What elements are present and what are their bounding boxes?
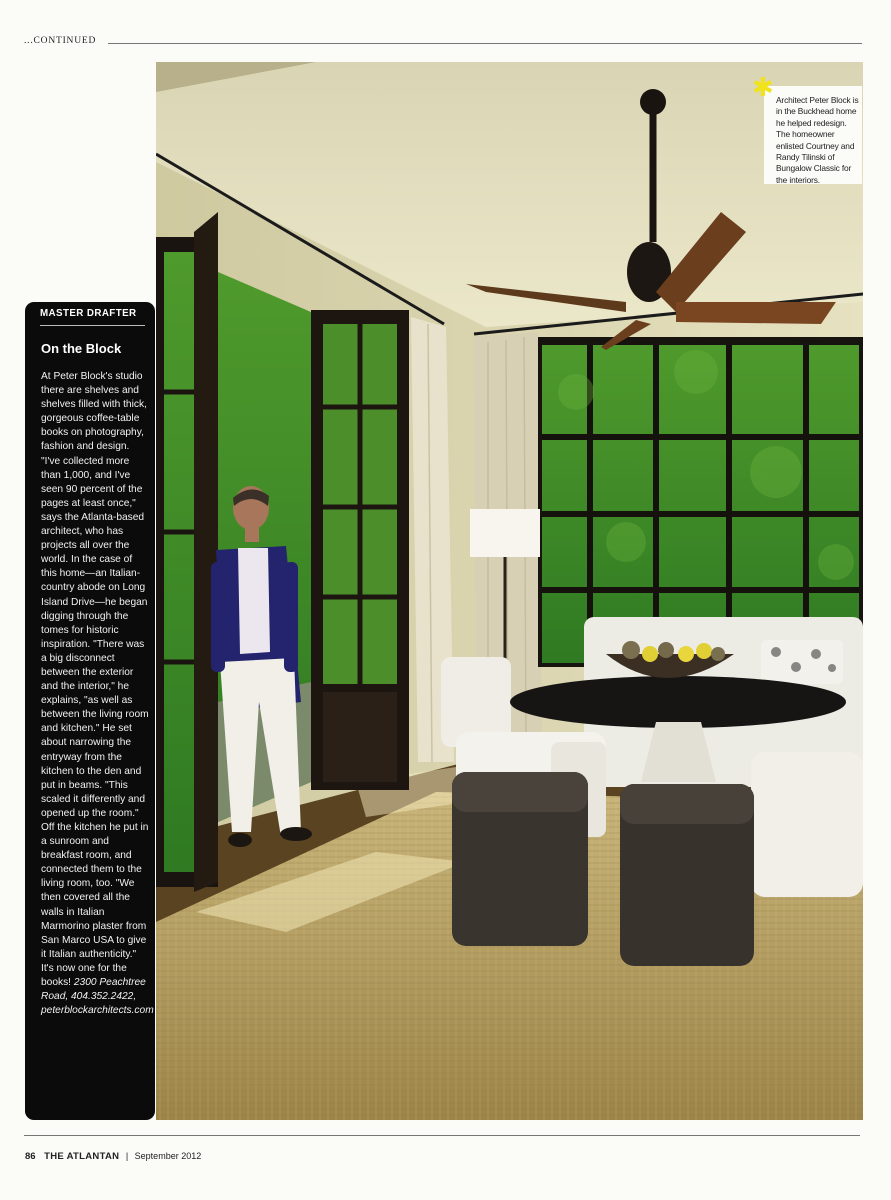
page-number: 86 — [25, 1151, 36, 1162]
magazine-name: THE ATLANTAN — [44, 1151, 120, 1162]
footer-separator: | — [125, 1151, 129, 1161]
sidebar-box — [25, 302, 155, 1120]
sidebar-body — [41, 370, 154, 1018]
continued-header — [24, 36, 862, 50]
page-footer — [25, 1151, 201, 1162]
asterisk-star-icon: ✱ — [752, 72, 774, 102]
interior-photo — [156, 62, 863, 1120]
photo-caption: Architect Peter Block is in the Buckhead home he helped redesign. The homeowner enlisted Courtney and Randy Tilinski of Bungalow Classic for the interiors. — [776, 95, 859, 185]
sidebar-headline: On the Block — [41, 341, 122, 356]
header-rule — [108, 43, 862, 44]
continued-label: ...CONTINUED — [24, 36, 97, 46]
sidebar-kicker: MASTER DRAFTER — [40, 308, 145, 326]
sidebar-body-text: At Peter Block's studio there are shelves and shelves filled with thick, gorgeous coffee-table books on photography, fashion and design. "I've collected more than 1,000, and I've seen 90 percent of the pages at least once," says the Atlanta-based architect, who has projects all over the world. In the case of this home—an Italian-country abode on Long Island Drive—he began digging through the tomes for historic inspiration. "There was a big disconnect between the exterior and the interior," he explains, "as well as between the living room and kitchen." He set about narrowing the entryway from the kitchen to the den and put in beams. "This scaled it differently and opened up the room." Off the kitchen he put in a sunroom and breakfast room, and connected them to the living room, too. "We then covered all the walls in Italian Marmorino plaster from San Marco USA to give it Italian authenticity." It's now one for the books! — [41, 371, 149, 989]
footer-rule — [24, 1135, 860, 1136]
photo-caption-box — [752, 72, 862, 185]
issue-date: September 2012 — [134, 1151, 202, 1161]
sidebar-contact: 2300 Peachtree Road, 404.352.2422, peterblockarchitects.com — [41, 977, 154, 1017]
